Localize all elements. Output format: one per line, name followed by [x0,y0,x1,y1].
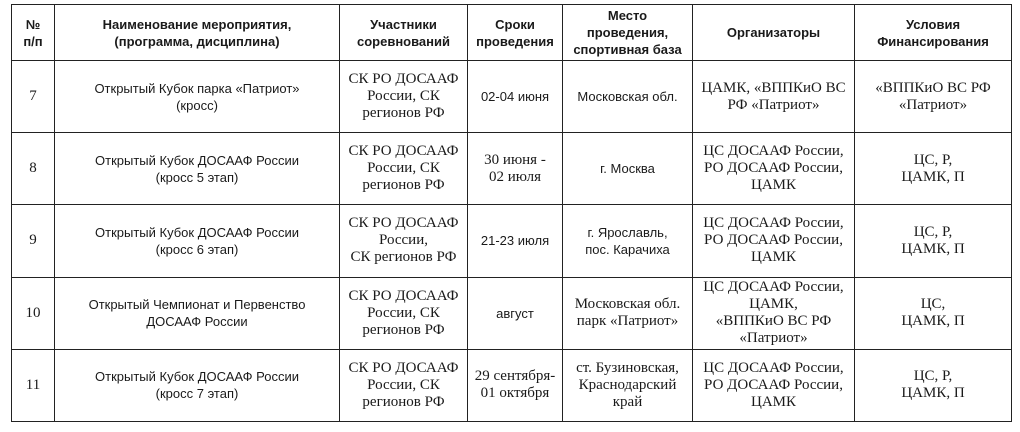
row-organizers: ЦС ДОСААФ России, РО ДОСААФ России, ЦАМК [693,349,855,421]
row-name: Открытый Кубок ДОСААФ России (кросс 5 этап) [55,133,340,205]
row-organizers: ЦАМК, «ВППКиО ВС РФ «Патриот» [693,61,855,133]
row-participants: СК РО ДОСААФ России, СК регионов РФ [340,61,468,133]
row-num: 7 [12,61,55,133]
header-num: № п/п [12,5,55,61]
table-row [12,205,1012,277]
table-row [12,133,1012,205]
header-financing: Условия Финансирования [855,5,1012,61]
row-dates: 02-04 июня [468,61,563,133]
row-name: Открытый Кубок ДОСААФ России (кросс 7 этап) [55,349,340,421]
row-participants: СК РО ДОСААФ России, СК регионов РФ [340,349,468,421]
row-place: г. Москва [563,133,693,205]
row-organizers: ЦС ДОСААФ России, ЦАМК, «ВППКиО ВС РФ «Патриот» [693,277,855,349]
row-name: Открытый Кубок парка «Патриот» (кросс) [55,61,340,133]
row-place: ст. Бузиновская, Краснодарский край [563,349,693,421]
header-organizers: Организаторы [693,5,855,61]
row-dates: 21-23 июля [468,205,563,277]
row-num: 9 [12,205,55,277]
row-num: 8 [12,133,55,205]
row-organizers: ЦС ДОСААФ России, РО ДОСААФ России, ЦАМК [693,205,855,277]
row-participants: СК РО ДОСААФ России, СК регионов РФ [340,205,468,277]
row-financing: ЦС, ЦАМК, П [855,277,1012,349]
row-financing: ЦС, Р, ЦАМК, П [855,205,1012,277]
row-dates: 29 сентября- 01 октября [468,349,563,421]
events-table [11,4,1012,422]
row-name: Открытый Чемпионат и Первенство ДОСААФ России [55,277,340,349]
row-financing: «ВППКиО ВС РФ «Патриот» [855,61,1012,133]
header-row [12,5,1012,61]
header-participants: Участники соревнований [340,5,468,61]
table-row [12,349,1012,421]
row-place: г. Ярославль, пос. Карачиха [563,205,693,277]
row-place: Московская обл. парк «Патриот» [563,277,693,349]
row-dates: 30 июня - 02 июля [468,133,563,205]
header-dates: Сроки проведения [468,5,563,61]
table-row [12,277,1012,349]
row-num: 10 [12,277,55,349]
row-name: Открытый Кубок ДОСААФ России (кросс 6 этап) [55,205,340,277]
table-row [12,61,1012,133]
row-dates: август [468,277,563,349]
row-participants: СК РО ДОСААФ России, СК регионов РФ [340,277,468,349]
row-financing: ЦС, Р, ЦАМК, П [855,349,1012,421]
row-participants: СК РО ДОСААФ России, СК регионов РФ [340,133,468,205]
row-financing: ЦС, Р, ЦАМК, П [855,133,1012,205]
row-organizers: ЦС ДОСААФ России, РО ДОСААФ России, ЦАМК [693,133,855,205]
header-name: Наименование мероприятия, (программа, дисциплина) [55,5,340,61]
header-place: Место проведения, спортивная база [563,5,693,61]
row-place: Московская обл. [563,61,693,133]
row-num: 11 [12,349,55,421]
